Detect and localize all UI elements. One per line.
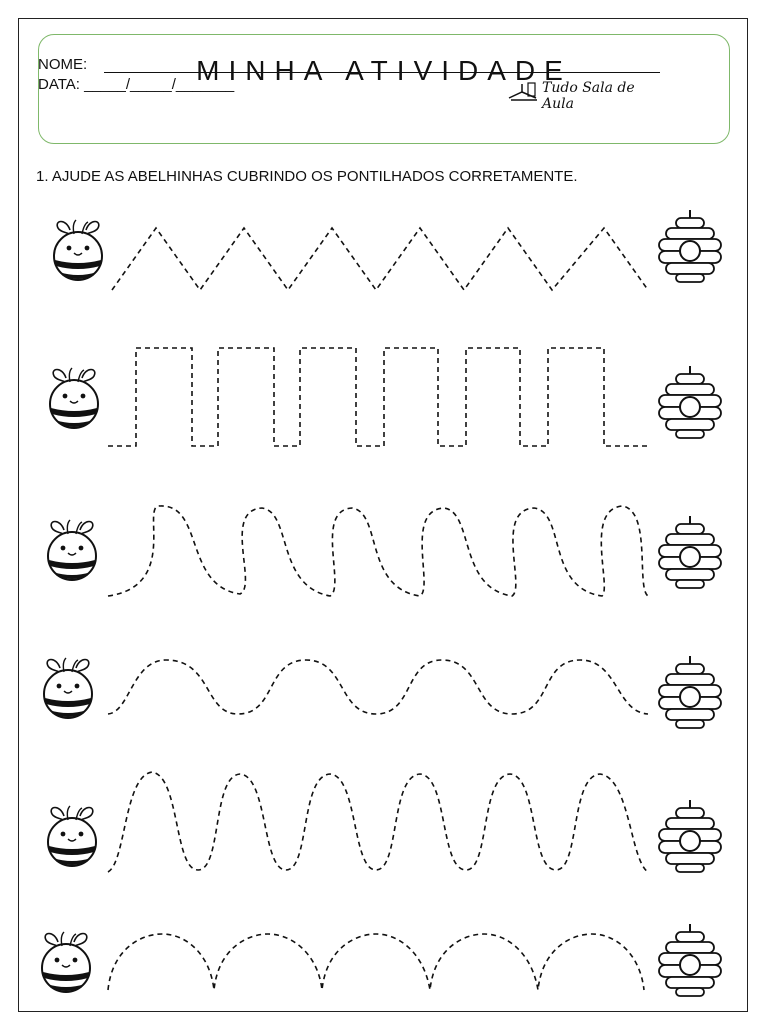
beehive-icon [659, 924, 721, 996]
bee-icon [54, 220, 102, 280]
bee-icon [44, 658, 92, 718]
square-wave-trace [108, 348, 650, 446]
beehive-icon [659, 366, 721, 438]
brand-name: Tudo Sala de Aula [542, 80, 635, 112]
tall-wave-trace [108, 772, 648, 872]
page-title: MINHA ATIVIDADE [196, 55, 572, 86]
bee-icon [48, 520, 96, 580]
instruction-text: 1. AJUDE AS ABELHINHAS CUBRINDO OS PONTILHADOS CORRETAMENTE. [36, 168, 578, 185]
zigzag-trace [112, 228, 648, 290]
bee-icon [48, 806, 96, 866]
beehive-icon [659, 210, 721, 282]
arch-trace [108, 934, 644, 990]
bee-icon [42, 932, 90, 992]
loop-trace [108, 506, 648, 596]
bee-icon [50, 368, 98, 428]
beehive-icon [659, 800, 721, 872]
wave-trace [108, 660, 648, 714]
beehive-icon [659, 656, 721, 728]
date-label: DATA: _____/_____/_______ [38, 76, 235, 93]
name-label: NOME: [38, 56, 88, 73]
beehive-icon [659, 516, 721, 588]
